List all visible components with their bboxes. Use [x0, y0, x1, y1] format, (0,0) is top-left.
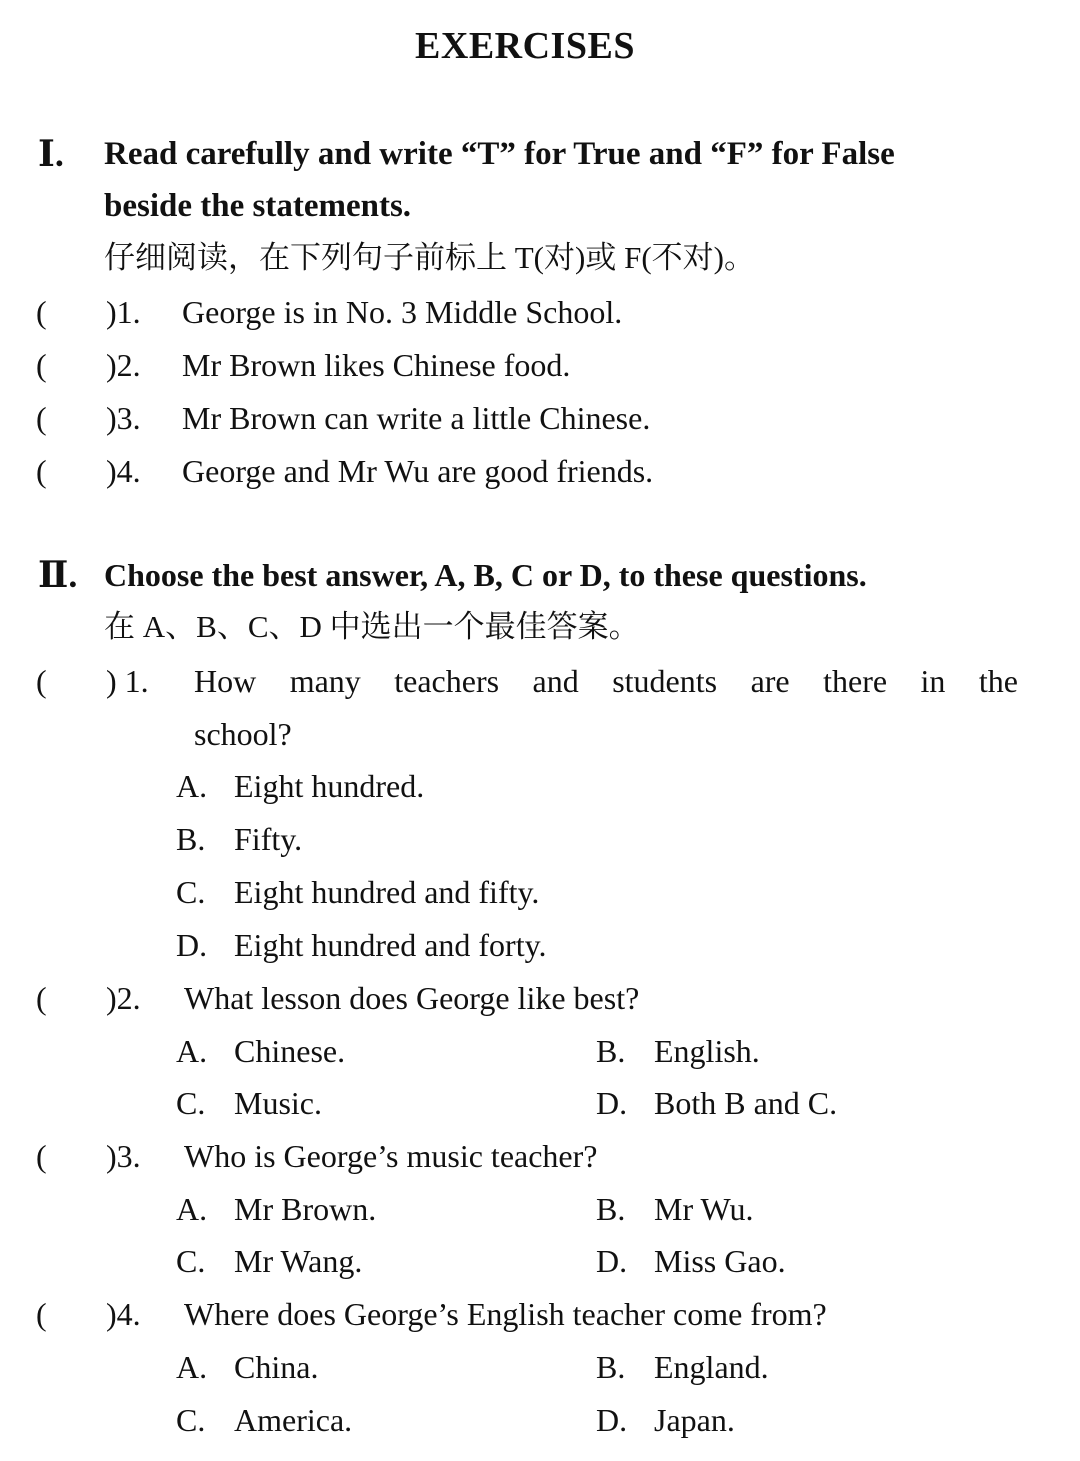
option-text: England. — [654, 1349, 769, 1385]
question-word: and — [532, 663, 579, 699]
option-text: China. — [234, 1349, 319, 1385]
option-letter: B. — [596, 1033, 626, 1069]
option-letter: D. — [596, 1085, 628, 1121]
option-text: Fifty. — [234, 821, 303, 857]
question-word: the — [978, 663, 1018, 699]
option-letter: A. — [176, 1349, 208, 1385]
option-text: Chinese. — [234, 1033, 346, 1069]
option-c[interactable] — [176, 1241, 362, 1281]
item-text: Mr Brown can write a little Chinese. — [182, 400, 651, 436]
option-letter: D. — [596, 1402, 628, 1438]
question-number: )3. — [106, 1138, 141, 1174]
question-text: Who is George’s music teacher? — [184, 1138, 598, 1174]
section-1-instruction-line1: Read carefully and write “T” for True and “F” for False — [104, 136, 895, 172]
question-word: teachers — [394, 663, 500, 699]
option-letter: C. — [176, 874, 206, 910]
answer-blank[interactable]: ( — [36, 663, 47, 699]
option-letter: B. — [596, 1191, 626, 1227]
answer-blank[interactable]: ( — [36, 453, 47, 489]
question-text-continued: school? — [194, 716, 292, 752]
option-letter: D. — [596, 1243, 628, 1279]
option-a[interactable] — [176, 1347, 318, 1387]
option-b[interactable] — [596, 1031, 760, 1071]
option-text: Mr Wu. — [654, 1191, 754, 1227]
question-word: many — [289, 663, 361, 699]
option-text: English. — [654, 1033, 760, 1069]
option-b[interactable] — [176, 819, 302, 859]
option-text: Eight hundred and fifty. — [234, 874, 540, 910]
question-number: )2. — [106, 980, 141, 1016]
question-text: Where does George’s English teacher come from? — [184, 1296, 827, 1332]
question-word: there — [823, 663, 888, 699]
option-d[interactable] — [176, 925, 547, 965]
item-number: )1. — [106, 294, 141, 330]
section-2-number: Ⅱ. — [38, 555, 78, 595]
question-word: students — [612, 663, 718, 699]
item-number: )3. — [106, 400, 141, 436]
option-letter: C. — [176, 1243, 206, 1279]
answer-blank[interactable]: ( — [36, 980, 47, 1016]
answer-blank[interactable]: ( — [36, 1138, 47, 1174]
section-1-instruction-cn: 仔细阅读，在下列句子前标上 T(对)或 F(不对)。 — [104, 240, 755, 275]
option-d[interactable] — [596, 1241, 786, 1281]
option-c[interactable] — [176, 1083, 322, 1123]
option-text: America. — [234, 1402, 353, 1438]
option-letter: D. — [176, 927, 208, 963]
item-number: )4. — [106, 453, 141, 489]
option-text: Eight hundred. — [234, 768, 425, 804]
option-a[interactable] — [176, 1031, 345, 1071]
option-letter: C. — [176, 1085, 206, 1121]
question-text — [194, 661, 1018, 701]
item-number: )2. — [106, 347, 141, 383]
option-text: Japan. — [654, 1402, 735, 1438]
option-a[interactable] — [176, 766, 424, 806]
option-letter: A. — [176, 768, 208, 804]
section-2-instruction: Choose the best answer, A, B, C or D, to these questions. — [104, 557, 867, 593]
option-text: Mr Wang. — [234, 1243, 363, 1279]
section-2-instruction-cn: 在 A、B、C、D 中选出一个最佳答案。 — [104, 609, 640, 644]
answer-blank[interactable]: ( — [36, 294, 47, 330]
question-number: )4. — [106, 1296, 141, 1332]
option-d[interactable] — [596, 1400, 735, 1440]
section-1-instruction-line2: beside the statements. — [104, 188, 412, 224]
option-letter: A. — [176, 1191, 208, 1227]
option-b[interactable] — [596, 1347, 769, 1387]
option-letter: B. — [596, 1349, 626, 1385]
option-letter: C. — [176, 1402, 206, 1438]
option-d[interactable] — [596, 1083, 837, 1123]
answer-blank[interactable]: ( — [36, 1296, 47, 1332]
answer-blank[interactable]: ( — [36, 347, 47, 383]
option-a[interactable] — [176, 1189, 376, 1229]
option-text: Mr Brown. — [234, 1191, 377, 1227]
question-word: How — [194, 663, 257, 699]
answer-blank[interactable]: ( — [36, 400, 47, 436]
option-text: Music. — [234, 1085, 322, 1121]
item-text: George and Mr Wu are good friends. — [182, 453, 654, 489]
question-word: in — [920, 663, 946, 699]
option-text: Miss Gao. — [654, 1243, 786, 1279]
option-letter: A. — [176, 1033, 208, 1069]
section-1-number: Ⅰ. — [38, 134, 64, 174]
option-text: Eight hundred and forty. — [234, 927, 547, 963]
option-c[interactable] — [176, 1400, 352, 1440]
question-number: ) 1. — [106, 663, 149, 699]
item-text: George is in No. 3 Middle School. — [182, 294, 623, 330]
question-text: What lesson does George like best? — [184, 980, 640, 1016]
option-letter: B. — [176, 821, 206, 857]
option-text: Both B and C. — [654, 1085, 838, 1121]
question-word: are — [750, 663, 790, 699]
option-b[interactable] — [596, 1189, 753, 1229]
page-title: EXERCISES — [415, 25, 635, 67]
option-c[interactable] — [176, 872, 539, 912]
item-text: Mr Brown likes Chinese food. — [182, 347, 571, 383]
